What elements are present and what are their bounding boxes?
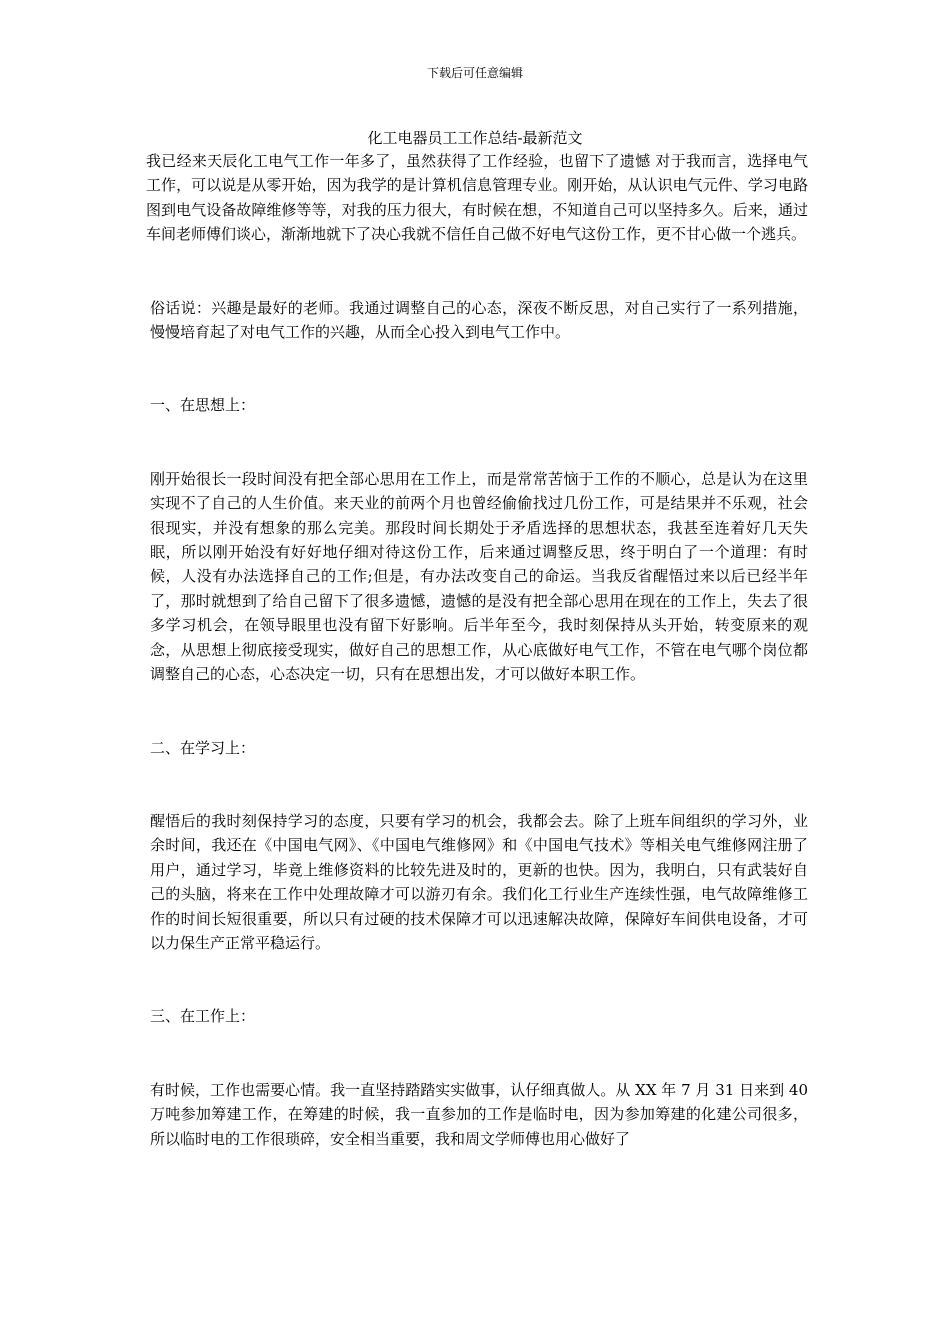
document-title: 化工电器员工工作总结-最新范文 [367, 129, 583, 147]
paragraph-spacer [146, 955, 808, 1004]
paragraph-spacer [146, 687, 808, 736]
paragraph-work: 有时候，工作也需要心情。我一直坚持踏踏实实做事，认仔细真做人。从 XX 年 7 月 31 日来到 40 万吨参加筹建工作，在筹建的时候，我一直参加的工作是临时电，因为参加筹建的化建公司很多，所以临时电的工作很琐碎，安全相当重要，我和周文学师傅也用心做好了 [150, 1080, 808, 1148]
document-body [146, 149, 808, 1151]
paragraph-spacer [146, 247, 808, 296]
paragraph-spacer [146, 418, 808, 467]
paragraph-thought: 刚开始很长一段时间没有把全部心思用在工作上，而是常常苦恼于工作的不顺心，总是认为在这里实现不了自己的人生价值。来天业的前两个月也曾经偷偷找过几份工作，可是结果并不乐观，社会很现实，并没有想象的那么完美。那段时间长期处于矛盾选择的思想状态，我甚至连着好几天失眠，所以刚开始没有好好地仔细对待这份工作，后来通过调整反思，终于明白了一个道理：有时候，人没有办法选择自己的工作;但是，有办法改变自己的命运。当我反省醒悟过来以后已经半年了，那时就想到了给自己留下了很多遗憾，遗憾的是没有把全部心思用在现在的工作上，失去了很多学习机会，在领导眼里也没有留下好影响。后半年至今，我时刻保持从头开始，转变原来的观念，从思想上彻底接受现实，做好自己的思想工作，从心底做好电气工作，不管在电气哪个岗位都调整自己的心态，心态决定一切，只有在思想出发，才可以做好本职工作。 [150, 469, 808, 684]
section-heading-work: 三、在工作上： [150, 1007, 256, 1026]
page-header: 下载后可任意编辑 [426, 66, 523, 80]
section-heading-thought: 一、在思想上： [150, 396, 256, 415]
section-heading-study: 二、在学习上： [150, 738, 256, 757]
paragraph-spacer [146, 1029, 808, 1078]
paragraph-spacer [146, 344, 808, 393]
paragraph-study: 醒悟后的我时刻保持学习的态度，只要有学习的机会，我都会去。除了上班车间组织的学习外，业余时间，我还在《中国电气网》、《中国电气维修网》和《中国电气技术》等相关电气维修网注册了用户，通过学习，毕竟上维修资料的比较先进及时的，更新的也快。因为，我明白，只有武装好自己的头脑，将来在工作中处理故障才可以游刃有余。我们化工行业生产连续性强，电气故障维修工作的时间长短很重要，所以只有过硬的技术保障才可以迅速解决故障，保障好车间供电设备，才可以力保生产正常平稳运行。 [150, 811, 808, 952]
paragraph-spacer [146, 760, 808, 809]
paragraph-intro: 我已经来天辰化工电气工作一年多了，虽然获得了工作经验，也留下了遗憾 对于我而言，选择电气工作，可以说是从零开始，因为我学的是计算机信息管理专业。刚开始，从认识电气元件、学习电路图到电气设备故障维修等等，对我的压力很大，有时候在想，不知道自己可以坚持多久。后来，通过车间老师傅们谈心，渐渐地就下了决心我就不信任自己做不好电气这份工作，更不甘心做一个逃兵。 [146, 152, 808, 244]
paragraph-interest: 俗话说：兴趣是最好的老师。我通过调整自己的心态，深夜不断反思，对自己实行了一系列措施，慢慢培育起了对电气工作的兴趣，从而全心投入到电气工作中。 [150, 298, 808, 342]
